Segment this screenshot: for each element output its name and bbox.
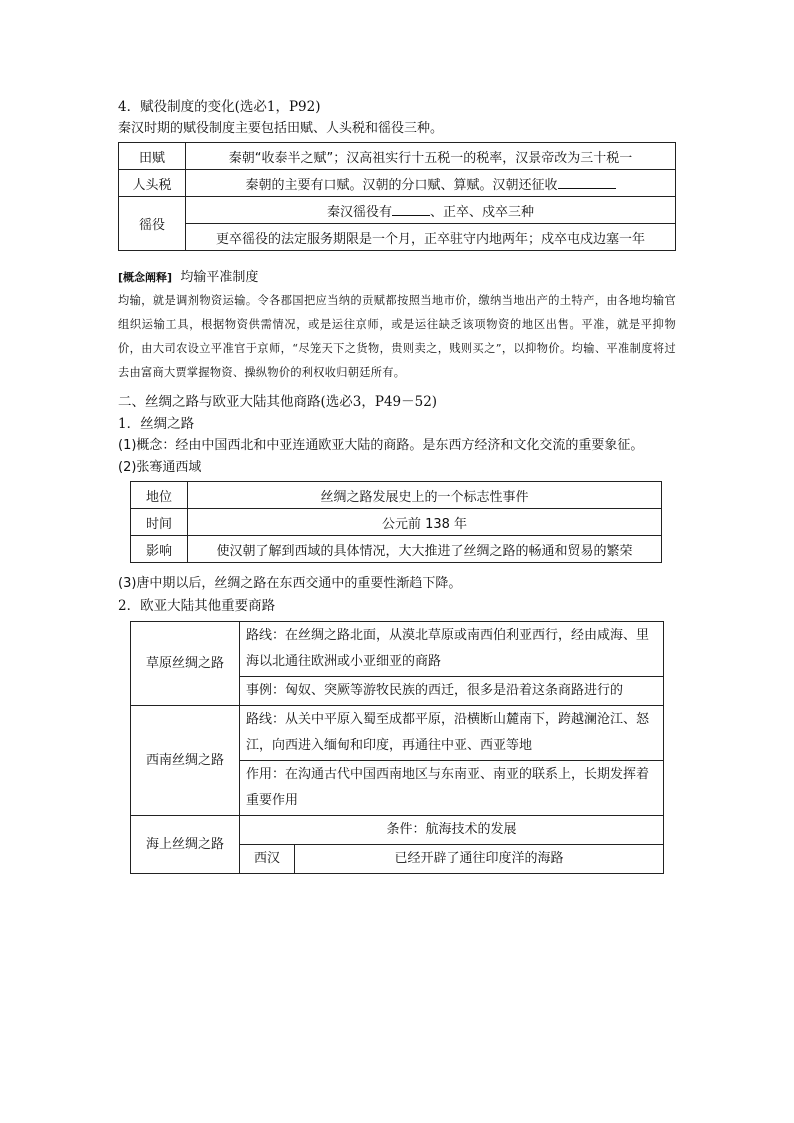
page-content xyxy=(118,96,678,874)
table-row xyxy=(131,622,664,677)
table-cell-text xyxy=(186,197,676,224)
table-cell-text: 公元前 138 年 xyxy=(188,509,662,536)
table-cell-text: 秦朝“收泰半之赋”；汉高祖实行十五税一的税率，汉景帝改为三十税一 xyxy=(186,143,676,170)
table-row xyxy=(119,224,676,251)
poll-tax-text: 秦朝的主要有口赋。汉朝的分口赋、算赋。汉朝还征收 xyxy=(245,177,558,193)
table-cell-label: 徭役 xyxy=(119,197,186,251)
corvee-text-a: 秦汉徭役有 xyxy=(326,204,392,220)
corvee-text-b: 、正卒、戍卒三种 xyxy=(430,204,535,220)
concept-title xyxy=(118,267,678,289)
table-row xyxy=(240,845,663,873)
route-label-maritime: 海上丝绸之路 xyxy=(131,816,240,874)
table-cell-nested xyxy=(240,845,664,874)
fill-blank xyxy=(558,175,616,189)
concept-tag: [概念阐释] xyxy=(118,271,173,284)
table-cell-text: 路线：在丝绸之路北面，从漠北草原或南西伯利亚西行，经由咸海、里海以北通往欧洲或小亚细亚的商路 xyxy=(240,622,664,677)
table-cell-text: 条件：航海技术的发展 xyxy=(240,816,664,845)
table-row xyxy=(131,706,664,761)
table-cell-text xyxy=(186,170,676,197)
table-cell-label: 影响 xyxy=(131,536,188,563)
table-row xyxy=(119,143,676,170)
table-cell-text: 路线：从关中平原入蜀至成都平原，沿横断山麓南下，跨越澜沧江、怒江，向西进入缅甸和印度，再通往中亚、西亚等地 xyxy=(240,706,664,761)
table-row xyxy=(131,482,662,509)
zhang-qian-table xyxy=(130,481,662,563)
table-row xyxy=(131,509,662,536)
era-text: 已经开辟了通往印度洋的海路 xyxy=(394,851,564,866)
table-cell-text: 更卒徭役的法定服务期限是一个月，正卒驻守内地两年；戍卒屯戍边塞一年 xyxy=(186,224,676,251)
section-2-sub1: 1．丝绸之路 xyxy=(118,416,195,432)
silk-road-concept: (1)概念：经由中国西北和中亚连通欧亚大陆的商路。是东西方经济和文化交流的重要象征。 xyxy=(118,438,644,453)
trade-routes-table xyxy=(130,621,664,874)
section-2-sub2: 2．欧亚大陆其他重要商路 xyxy=(118,598,276,614)
section-4-intro: 秦汉时期的赋役制度主要包括田赋、人头税和徭役三种。 xyxy=(118,121,444,136)
tang-decline: (3)唐中期以后，丝绸之路在东西交通中的重要性渐趋下降。 xyxy=(118,576,462,591)
table-row xyxy=(131,536,662,563)
table-cell-text: 丝绸之路发展史上的一个标志性事件 xyxy=(188,482,662,509)
table-cell-label: 地位 xyxy=(131,482,188,509)
table-cell-label: 时间 xyxy=(131,509,188,536)
table-cell-text: 使汉朝了解到西域的具体情况，大大推进了丝绸之路的畅通和贸易的繁荣 xyxy=(188,536,662,563)
table-row xyxy=(119,197,676,224)
zhang-qian-heading: (2)张骞通西域 xyxy=(118,460,202,475)
fill-blank xyxy=(392,202,430,216)
route-label-southwest: 西南丝绸之路 xyxy=(131,706,240,816)
table-row xyxy=(131,816,664,845)
table-cell-label: 田赋 xyxy=(119,143,186,170)
table-cell-text: 作用：在沟通古代中国西南地区与东南亚、南亚的联系上，长期发挥着重要作用 xyxy=(240,761,664,816)
table-cell-text: 事例：匈奴、突厥等游牧民族的西迁，很多是沿着这条商路进行的 xyxy=(240,677,664,706)
era-label: 西汉 xyxy=(240,845,295,873)
table-cell-label: 人头税 xyxy=(119,170,186,197)
concept-body: 均输，就是调剂物资运输。令各郡国把应当纳的贡赋都按照当地市价，缴纳当地出产的土特产，由各地均输官组织运输工具，根据物资供需情况，或是运往京师，或是运往缺乏该项物资的地区出售。平准，就是平抑物价，由大司农设立平准官于京师，“尽笼天下之货物，贵则卖之，贱则买之”，以抑物价。均输、平准制度将过去由富商大贾掌握物资、操纵物价的利权收归朝廷所有。 xyxy=(118,294,676,379)
maritime-era-table xyxy=(240,845,663,873)
route-label-steppe: 草原丝绸之路 xyxy=(131,622,240,706)
section-4-title: 4．赋役制度的变化(选必1，P92) xyxy=(118,99,321,115)
table-row xyxy=(119,170,676,197)
section-2-title: 二、丝绸之路与欧亚大陆其他商路(选必3，P49－52) xyxy=(118,394,438,410)
concept-heading: 均输平准制度 xyxy=(180,270,259,285)
tax-system-table xyxy=(118,142,676,251)
